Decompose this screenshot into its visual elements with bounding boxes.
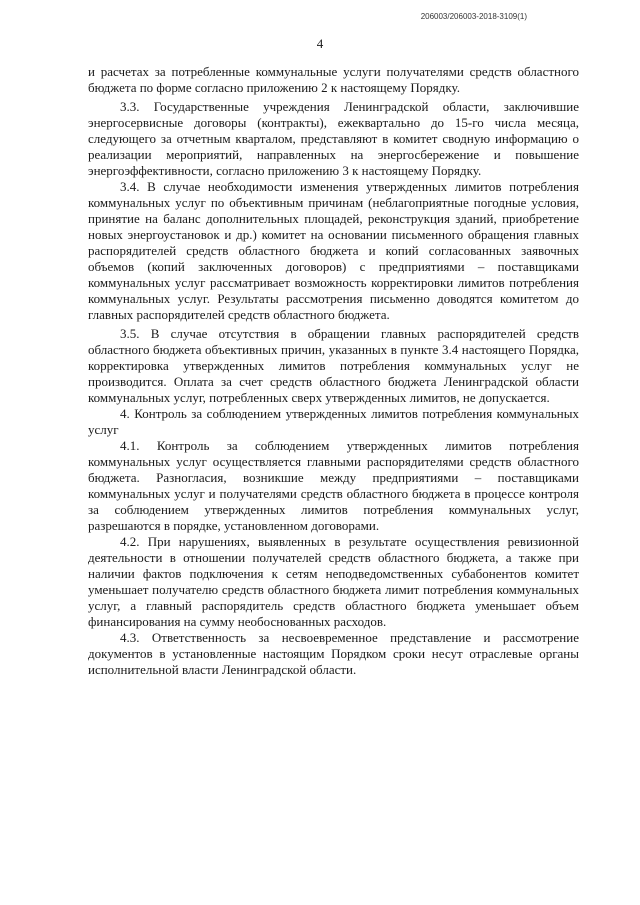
paragraph-3-4: 3.4. В случае необходимости изменения утвержденных лимитов потребления коммунальных услуг по объективным причинам (неблагоприятные погодные условия, принятие на баланс дополнительных площадей, реконструкция зданий, приобретение новых энергоустановок и др.) комитет на основании письменного обращения главных распорядителей средств областного бюджета и копий согласованных заявочных объемов (копий заключенных договоров) с предприятиями – поставщиками коммунальных услуг рассматривает возможность корректировки лимитов потребления коммунальных услуг. Результаты рассмотрения письменно доводятся комитетом до главных распорядителей средств областного бюджета. xyxy=(88,179,579,322)
document-body xyxy=(88,64,579,678)
section-4-title: 4. Контроль за соблюдением утвержденных лимитов потребления коммунальных услуг xyxy=(88,406,579,437)
paragraph-4-2: 4.2. При нарушениях, выявленных в результате осуществления ревизионной деятельности в отношении получателей средств областного бюджета, а также при наличии фактов подключения к сетям неподведомственных субабонентов комитет уменьшает получателю средств областного бюджета лимит потребления коммунальных услуг, а главный распорядитель средств областного бюджета уменьшает объем финансирования на сумму необоснованных расходов. xyxy=(88,534,579,629)
paragraph-3-3: 3.3. Государственные учреждения Ленинградской области, заключившие энергосервисные договоры (контракты), ежеквартально до 15-го числа месяца, следующего за отчетным кварталом, представляют в комитет сводную информацию о реализации мероприятий, направленных на энергосбережение и повышение энергоэффективности, согласно приложению 3 к настоящему Порядку. xyxy=(88,99,579,178)
paragraph-continuation: и расчетах за потребленные коммунальные услуги получателями средств областного бюджета по форме согласно приложению 2 к настоящему Порядку. xyxy=(88,64,579,95)
paragraph-4-1: 4.1. Контроль за соблюдением утвержденных лимитов потребления коммунальных услуг осуществляется главными распорядителями средств областного бюджета. Разногласия, возникшие между предприятиями – поставщиками коммунальных услуг и получателями средств областного бюджета в процессе контроля за соблюдением утвержденных лимитов потребления коммунальных услуг, разрешаются в порядке, установленном договорами. xyxy=(88,438,579,533)
page-number: 4 xyxy=(316,36,324,51)
paragraph-4-3: 4.3. Ответственность за несвоевременное представление и рассмотрение документов в установленные настоящим Порядком сроки несут отраслевые органы исполнительной власти Ленинградской области. xyxy=(88,630,579,677)
document-id: 206003/206003-2018-3109(1) xyxy=(420,12,527,21)
paragraph-3-5: 3.5. В случае отсутствия в обращении главных распорядителей средств областного бюджета объективных причин, указанных в пункте 3.4 настоящего Порядка, корректировка утвержденных лимитов потребления коммунальных услуг не производится. Оплата за счет средств областного бюджета Ленинградской области коммунальных услуг, потребленных сверх утвержденных лимитов, не допускается. xyxy=(88,326,579,405)
